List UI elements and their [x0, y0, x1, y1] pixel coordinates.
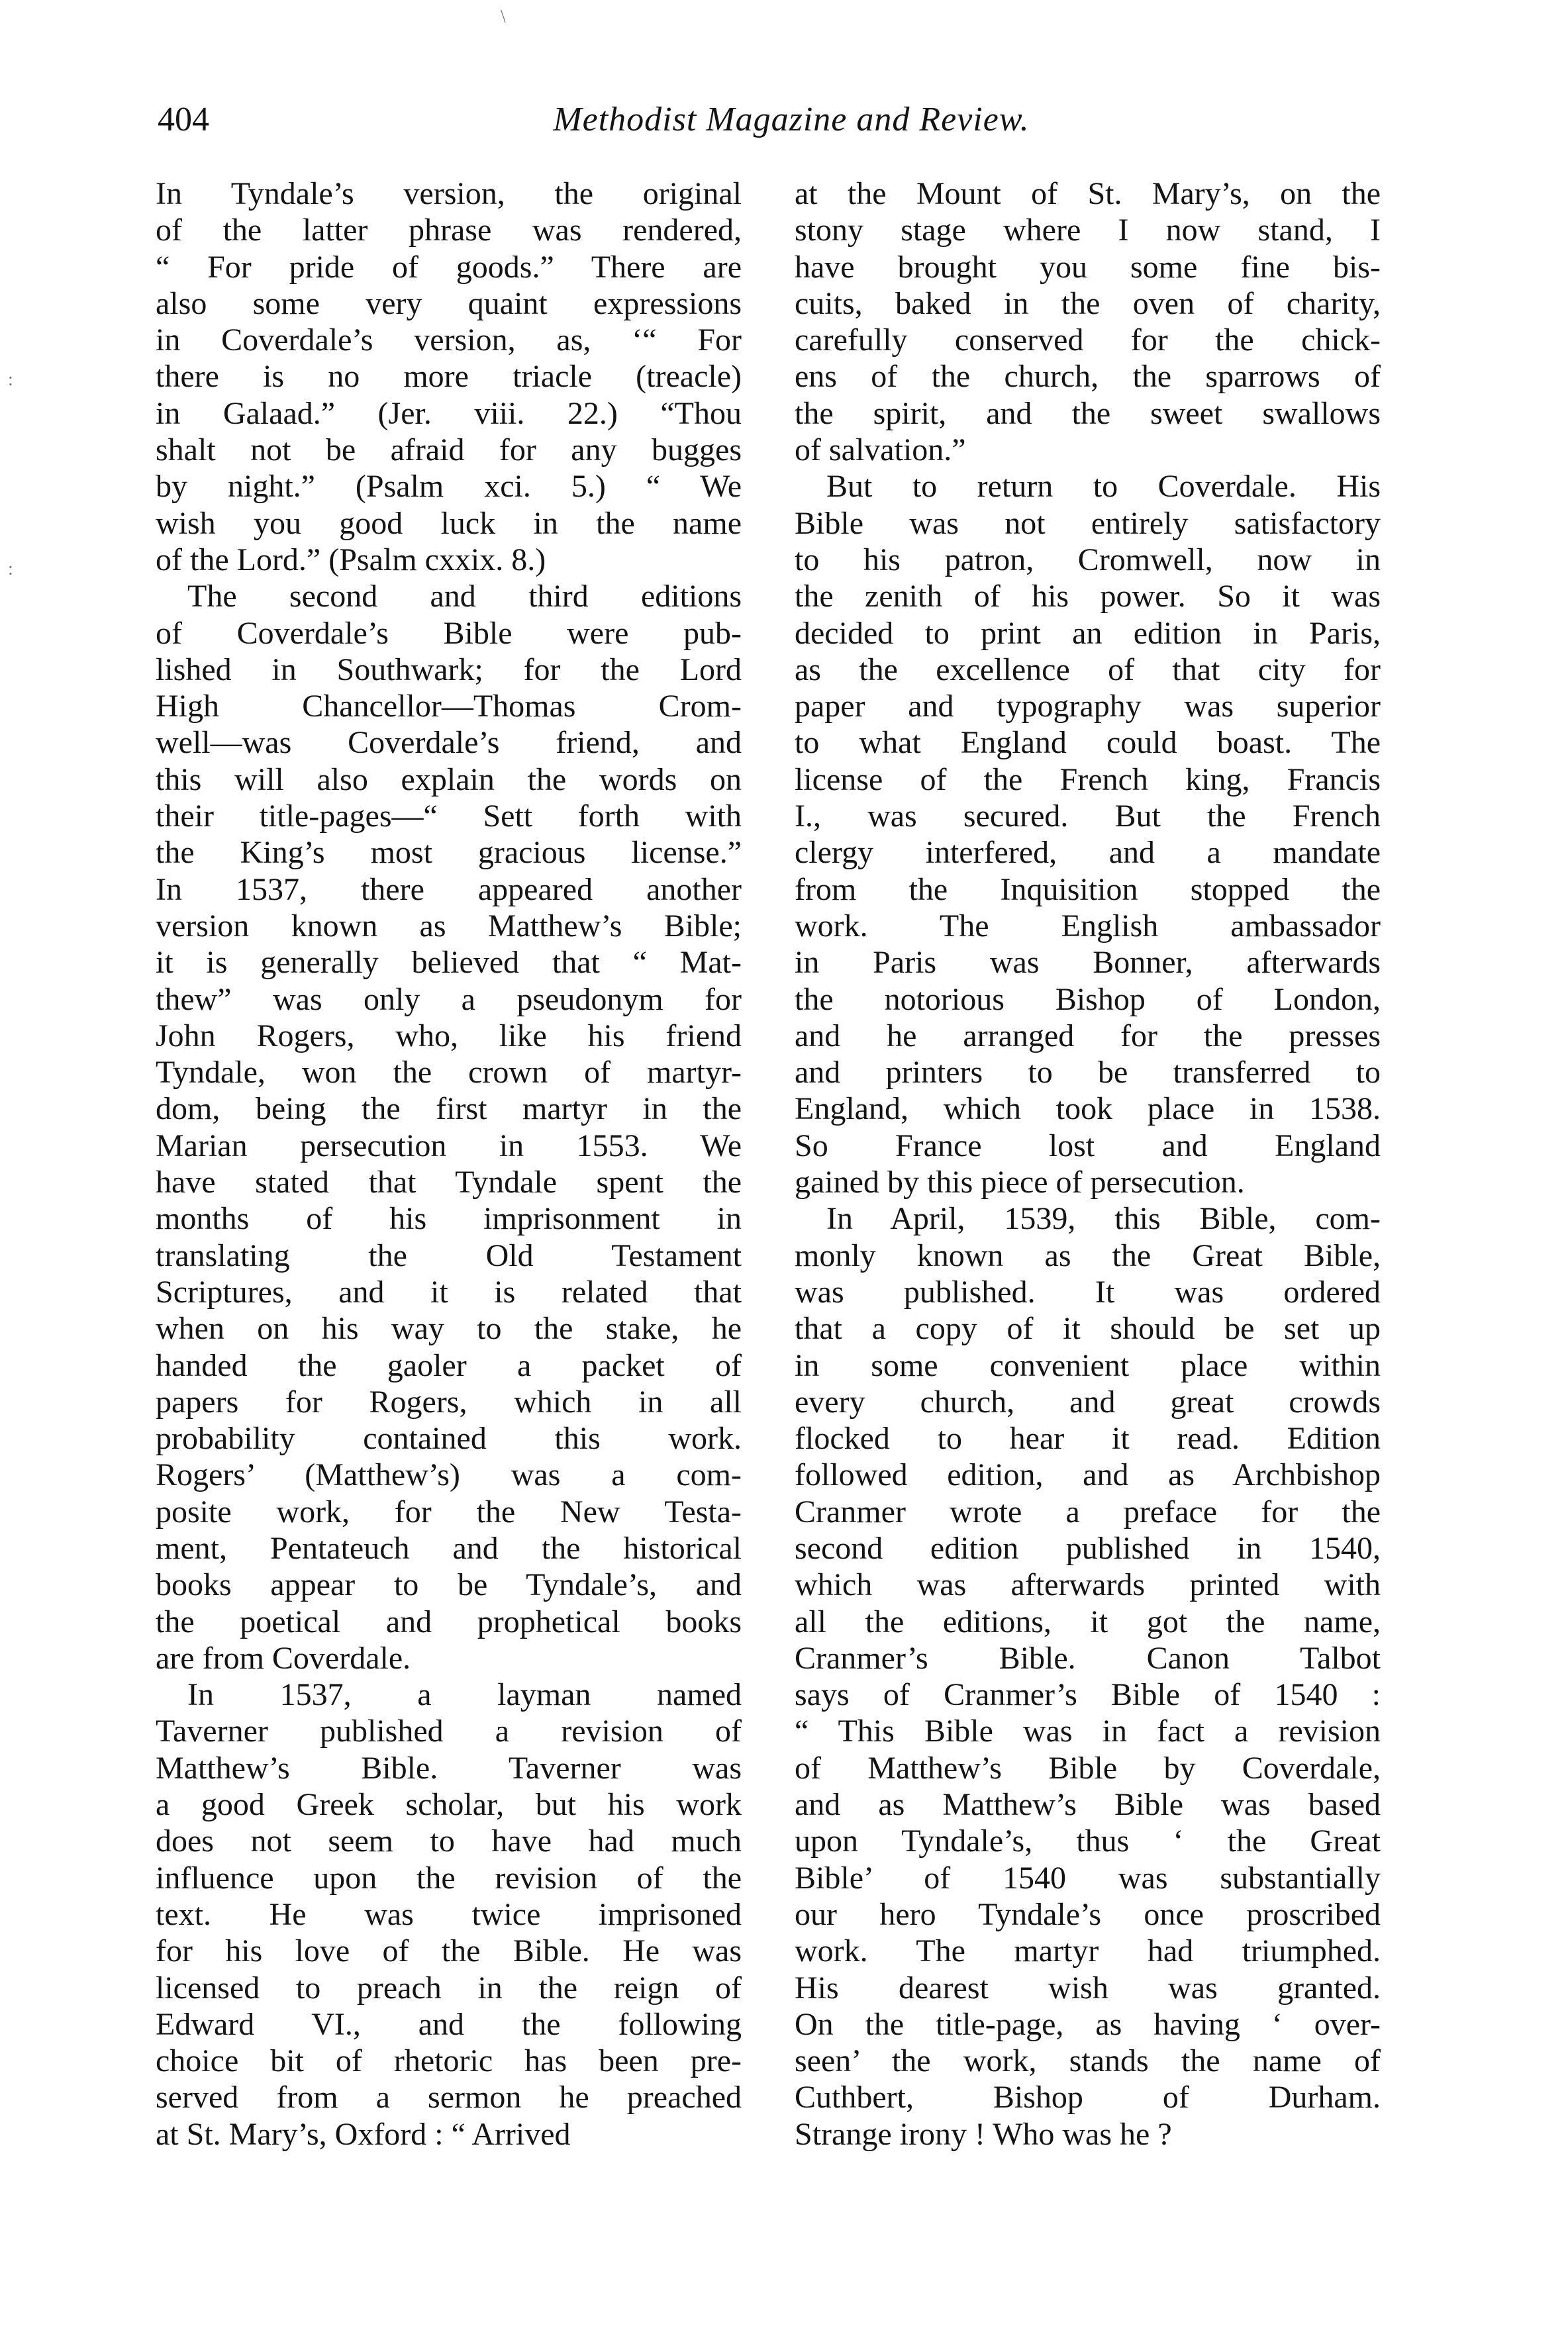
text-line: “ This Bible was in fact a revision [795, 1714, 1381, 1749]
text-line: of the latter phrase was rendered, [156, 213, 742, 248]
text-line: the notorious Bishop of London, [795, 981, 1381, 1017]
text-line: monly known as the Great Bible, [795, 1237, 1381, 1273]
text-line: decided to print an edition in Paris, [795, 615, 1381, 651]
text-line: followed edition, and as Archbishop [795, 1457, 1381, 1493]
text-line: which was afterwards printed with [795, 1567, 1381, 1603]
text-line: stony stage where I now stand, I [795, 213, 1381, 248]
right-column [795, 175, 1381, 2153]
text-line: by night.” (Psalm xci. 5.) “ We [156, 469, 742, 505]
text-line: all the editions, it got the name, [795, 1604, 1381, 1639]
text-line: Cuthbert, Bishop of Durham. [795, 2080, 1381, 2115]
text-line: lished in Southwark; for the Lord [156, 652, 742, 687]
text-line: On the title-page, as having ‘ over- [795, 2006, 1381, 2042]
text-line: Tyndale, won the crown of martyr- [156, 1055, 742, 1091]
text-line: of Coverdale’s Bible were pub- [156, 615, 742, 651]
text-line: their title-pages—“ Sett forth with [156, 799, 742, 834]
text-line: I., was secured. But the French [795, 799, 1381, 834]
left-column [156, 175, 742, 2153]
text-line: version known as Matthew’s Bible; [156, 908, 742, 944]
text-line: ens of the church, the sparrows of [795, 359, 1381, 395]
text-line: at St. Mary’s, Oxford : “ Arrived [156, 2116, 571, 2152]
text-line: there is no more triacle (treacle) [156, 359, 742, 395]
text-line: In Tyndale’s version, the original [156, 176, 742, 211]
text-line: says of Cranmer’s Bible of 1540 : [795, 1677, 1381, 1713]
text-line: licensed to preach in the reign of [156, 1970, 742, 2006]
text-line: wish you good luck in the name [156, 505, 742, 541]
text-line: months of his imprisonment in [156, 1201, 742, 1237]
text-line: and he arranged for the presses [795, 1018, 1381, 1053]
text-line: in some convenient place within [795, 1347, 1381, 1383]
page-number: 404 [158, 101, 209, 138]
text-line: posite work, for the New Testa- [156, 1494, 742, 1529]
text-line: Cranmer’s Bible. Canon Talbot [795, 1640, 1381, 1676]
text-line: have brought you some fine bis- [795, 249, 1381, 285]
text-line: that a copy of it should be set up [795, 1311, 1381, 1347]
text-line: also some very quaint expressions [156, 285, 742, 321]
text-line: for his love of the Bible. He was [156, 1933, 742, 1969]
text-line: to what England could boast. The [795, 725, 1381, 761]
text-line: “ For pride of goods.” There are [156, 249, 742, 285]
text-line: the zenith of his power. So it was [795, 579, 1381, 614]
text-line: second edition published in 1540, [795, 1530, 1381, 1566]
text-line: from the Inquisition stopped the [795, 871, 1381, 907]
margin-mark: : [8, 369, 13, 390]
text-line: translating the Old Testament [156, 1237, 742, 1273]
text-line: dom, being the first martyr in the [156, 1091, 742, 1127]
text-line: are from Coverdale. [156, 1640, 411, 1676]
text-line: influence upon the revision of the [156, 1860, 742, 1896]
text-line: does not seem to have had much [156, 1823, 742, 1859]
text-line: So France lost and England [795, 1128, 1381, 1163]
text-line: Edward VI., and the following [156, 2006, 742, 2042]
text-line: our hero Tyndale’s once proscribed [795, 1896, 1381, 1932]
text-line: handed the gaoler a packet of [156, 1347, 742, 1383]
text-line: to his patron, Cromwell, now in [795, 542, 1381, 577]
text-line: this will also explain the words on [156, 761, 742, 797]
text-line: as the excellence of that city for [795, 652, 1381, 687]
text-line: papers for Rogers, which in all [156, 1384, 742, 1420]
text-line: shalt not be afraid for any bugges [156, 432, 742, 468]
text-line: gained by this piece of persecution. [795, 1165, 1245, 1200]
text-line: The second and third editions [187, 579, 742, 614]
text-line: upon Tyndale’s, thus ‘ the Great [795, 1823, 1381, 1859]
text-line: served from a sermon he preached [156, 2080, 742, 2115]
text-line: Cranmer wrote a preface for the [795, 1494, 1381, 1529]
text-line: Matthew’s Bible. Taverner was [156, 1750, 742, 1786]
text-line: In 1537, a layman named [187, 1677, 742, 1713]
text-line: well—was Coverdale’s friend, and [156, 725, 742, 761]
text-line: was published. It was ordered [795, 1274, 1381, 1310]
text-line: High Chancellor—Thomas Crom- [156, 689, 742, 724]
text-line: But to return to Coverdale. His [826, 469, 1381, 505]
text-line: at the Mount of St. Mary’s, on the [795, 176, 1381, 211]
text-line: license of the French king, Francis [795, 761, 1381, 797]
running-head [152, 93, 1430, 152]
text-line: Taverner published a revision of [156, 1714, 742, 1749]
text-line: in Galaad.” (Jer. viii. 22.) “Thou [156, 395, 742, 431]
text-line: cuits, baked in the oven of charity, [795, 285, 1381, 321]
text-line: ment, Pentateuch and the historical [156, 1530, 742, 1566]
margin-mark: : [8, 559, 13, 579]
text-line: carefully conserved for the chick- [795, 322, 1381, 358]
text-line: text. He was twice imprisoned [156, 1896, 742, 1932]
text-line: His dearest wish was granted. [795, 1970, 1381, 2006]
text-line: probability contained this work. [156, 1421, 742, 1457]
text-line: and as Matthew’s Bible was based [795, 1787, 1381, 1823]
text-line: of the Lord.” (Psalm cxxix. 8.) [156, 542, 546, 577]
text-line: England, which took place in 1538. [795, 1091, 1381, 1127]
text-line: and printers to be transferred to [795, 1055, 1381, 1091]
text-line: of salvation.” [795, 432, 966, 468]
journal-title: Methodist Magazine and Review. [553, 101, 1030, 138]
text-line: Strange irony ! Who was he ? [795, 2116, 1172, 2152]
text-line: choice bit of rhetoric has been pre- [156, 2043, 742, 2079]
text-line: every church, and great crowds [795, 1384, 1381, 1420]
text-line: work. The martyr had triumphed. [795, 1933, 1381, 1969]
text-line: when on his way to the stake, he [156, 1311, 742, 1347]
text-line: have stated that Tyndale spent the [156, 1165, 742, 1200]
text-line: Bible was not entirely satisfactory [795, 505, 1381, 541]
text-line: paper and typography was superior [795, 689, 1381, 724]
text-line: in Paris was Bonner, afterwards [795, 945, 1381, 981]
text-line: In April, 1539, this Bible, com- [826, 1201, 1381, 1237]
text-line: in Coverdale’s version, as, ‘“ For [156, 322, 742, 358]
scan-speck: \ [501, 7, 506, 27]
text-line: of Matthew’s Bible by Coverdale, [795, 1750, 1381, 1786]
text-line: seen’ the work, stands the name of [795, 2043, 1381, 2079]
text-line: the poetical and prophetical books [156, 1604, 742, 1639]
text-line: In 1537, there appeared another [156, 871, 742, 907]
text-line: Bible’ of 1540 was substantially [795, 1860, 1381, 1896]
text-line: a good Greek scholar, but his work [156, 1787, 742, 1823]
text-line: the spirit, and the sweet swallows [795, 395, 1381, 431]
text-line: the King’s most gracious license.” [156, 835, 742, 871]
text-line: work. The English ambassador [795, 908, 1381, 944]
text-line: thew” was only a pseudonym for [156, 981, 742, 1017]
text-line: John Rogers, who, like his friend [156, 1018, 742, 1053]
text-line: clergy interfered, and a mandate [795, 835, 1381, 871]
text-line: Rogers’ (Matthew’s) was a com- [156, 1457, 742, 1493]
text-line: Scriptures, and it is related that [156, 1274, 742, 1310]
text-line: it is generally believed that “ Mat- [156, 945, 742, 981]
text-line: books appear to be Tyndale’s, and [156, 1567, 742, 1603]
text-line: flocked to hear it read. Edition [795, 1421, 1381, 1457]
text-line: Marian persecution in 1553. We [156, 1128, 742, 1163]
